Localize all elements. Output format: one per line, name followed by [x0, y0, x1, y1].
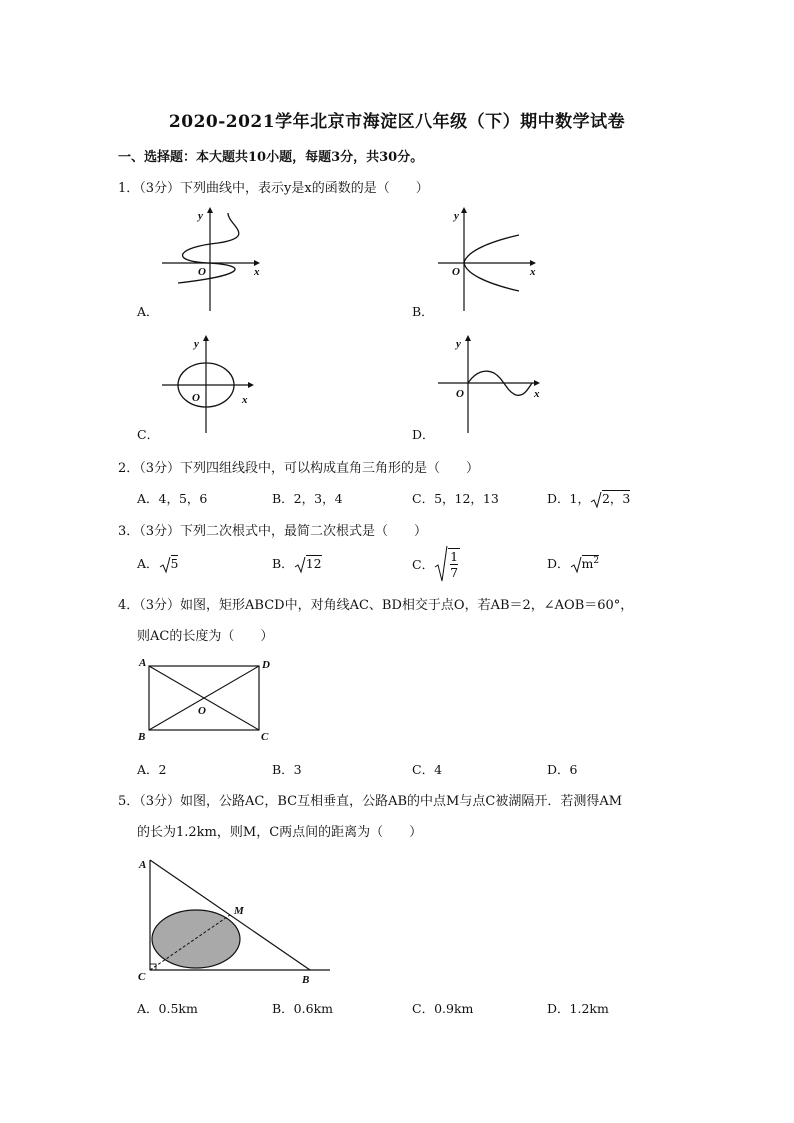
- page-title: 2020-2021学年北京市海淀区八年级（下）期中数学试卷: [168, 112, 626, 132]
- q1d-x-label: x: [534, 388, 540, 400]
- point-o-label: O: [198, 705, 206, 717]
- q4-option-b: B．3: [272, 762, 302, 777]
- q2-option-d: D．1， 2，3: [547, 489, 630, 509]
- q1d-origin-label: O: [456, 388, 464, 400]
- question-3-stem: 3．（3分）下列二次根式中，最简二次根式是（ ）: [118, 524, 428, 539]
- question-4-stem: 4．（3分）如图，矩形ABCD中，对角线AC、BD相交于点O，若AB＝2，∠AOB＝60°，: [118, 598, 634, 613]
- q1c-y-label: y: [194, 338, 199, 350]
- q1-option-a: A．: [137, 304, 159, 319]
- q1b-origin-label: O: [452, 266, 460, 278]
- q1a-x-label: x: [254, 266, 260, 278]
- q4-rectangle-figure: [134, 654, 284, 744]
- q3-option-a: A． 5: [137, 554, 178, 574]
- point-b-label: B: [138, 731, 146, 743]
- q1-graph-a: [158, 205, 268, 313]
- q3-option-d: D． $m^2$: [547, 554, 599, 574]
- point-m-label: M: [234, 905, 244, 917]
- question-5-stem: 5．（3分）如图，公路AC，BC互相垂直，公路AB的中点M与点C被湖隔开．若测得AM: [118, 794, 623, 809]
- q4-option-a: A．2: [137, 762, 167, 777]
- q1-graph-b: [434, 205, 544, 313]
- q1a-origin-label: O: [198, 266, 206, 278]
- q2-option-c: C．5，12，13: [412, 491, 499, 506]
- q3-option-b: B． 12: [272, 554, 322, 574]
- q5-option-a: A．0.5km: [137, 1001, 198, 1016]
- question-1-stem: 1．（3分）下列曲线中，表示y是x的函数的是（ ）: [118, 181, 429, 196]
- point-c-label: C: [261, 731, 269, 743]
- q1-option-d: D．: [412, 427, 435, 442]
- q1d-y-label: y: [456, 338, 461, 350]
- point-a-label: A: [139, 859, 147, 871]
- q5-option-b: B．0.6km: [272, 1001, 333, 1016]
- q1a-y-label: y: [198, 210, 203, 222]
- sqrt-sign: [294, 556, 306, 574]
- point-c-label: C: [138, 971, 146, 983]
- q2-option-a: A．4，5，6: [137, 491, 208, 506]
- q4-option-c: C．4: [412, 762, 443, 777]
- q5-option-d: D．1.2km: [547, 1001, 609, 1016]
- section-heading: 一、选择题：本大题共10小题，每题3分，共30分。: [118, 150, 424, 165]
- question-5-stem-line2: 的长为1.2km，则M，C两点间的距离为（ ）: [137, 825, 423, 840]
- question-2-stem: 2．（3分）下列四组线段中，可以构成直角三角形的是（ ）: [118, 461, 480, 476]
- q1c-origin-label: O: [192, 392, 200, 404]
- q5-lake-figure: [134, 852, 339, 987]
- point-b-label: B: [302, 974, 310, 986]
- q2-option-b: B．2，3，4: [272, 491, 343, 506]
- sqrt-sign: [434, 545, 448, 583]
- q1b-x-label: x: [530, 266, 536, 278]
- q1-graph-c: [158, 333, 268, 437]
- point-d-label: D: [262, 659, 270, 671]
- question-4-stem-line2: 则AC的长度为（ ）: [137, 629, 274, 644]
- q1-graph-d: [434, 333, 549, 437]
- sqrt-sign: [159, 556, 171, 574]
- q1-option-c: C．: [137, 427, 160, 442]
- q1c-x-label: x: [242, 394, 248, 406]
- q4-option-d: D．6: [547, 762, 578, 777]
- q1-option-b: B．: [412, 304, 434, 319]
- sqrt-sign: [570, 556, 582, 574]
- q3-option-c: C． $\frac{1}{7}$: [412, 545, 460, 583]
- q1b-y-label: y: [454, 210, 459, 222]
- sqrt-sign: [590, 491, 602, 509]
- point-a-label: A: [139, 657, 147, 669]
- q5-option-c: C．0.9km: [412, 1001, 474, 1016]
- fraction: $\frac{1}{7}$: [450, 549, 459, 580]
